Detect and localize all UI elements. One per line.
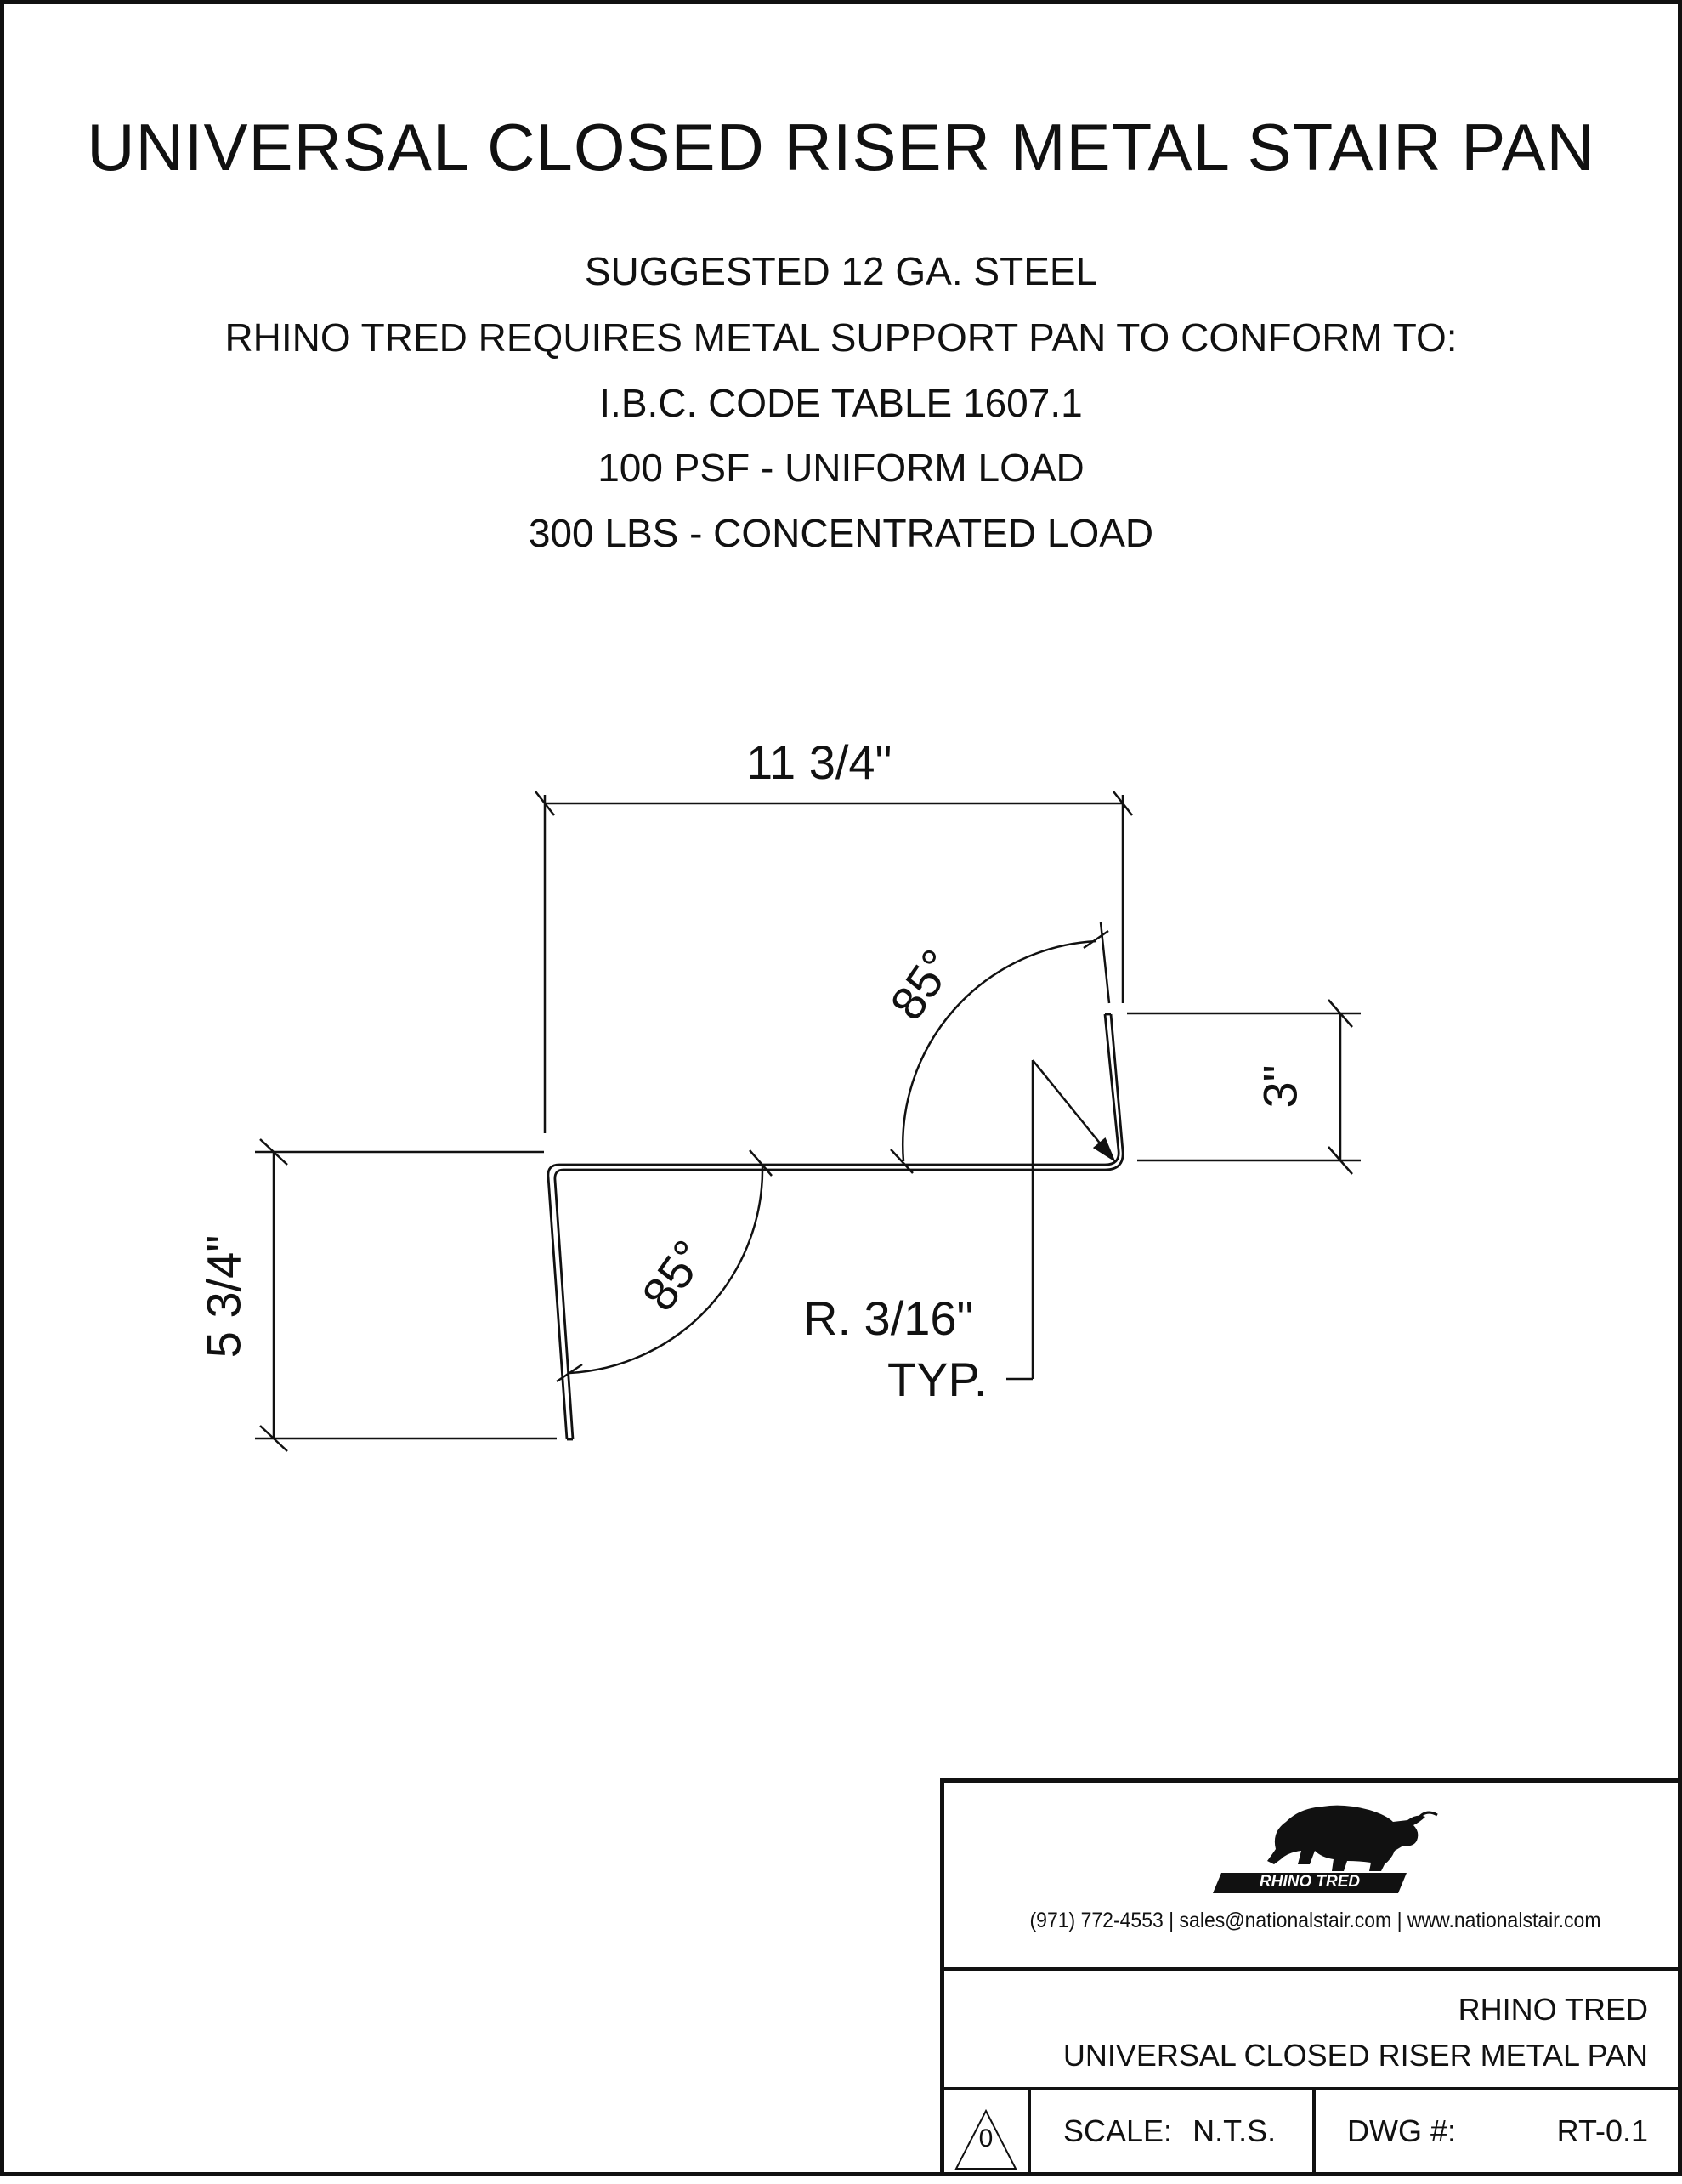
radius-label: R. 3/16" xyxy=(803,1291,974,1345)
dwg-number: RT-0.1 xyxy=(1556,2113,1648,2148)
scale-label: SCALE: xyxy=(1063,2113,1173,2148)
revision-number: 0 xyxy=(978,2124,994,2153)
riser-height-label: 5 3/4" xyxy=(196,1234,251,1359)
radius-typical-label: TYP. xyxy=(887,1353,988,1406)
scale-value: N.T.S. xyxy=(1192,2113,1277,2148)
spec-line-uniform-load: 100 PSF - UNIFORM LOAD xyxy=(597,445,1085,490)
company-name: RHINO TRED xyxy=(1458,1992,1648,2027)
tread-width-label: 11 3/4" xyxy=(746,735,892,789)
nosing-height-dimension xyxy=(1127,1000,1361,1174)
radius-leader xyxy=(1006,1060,1113,1379)
spec-line-code: I.B.C. CODE TABLE 1607.1 xyxy=(599,381,1083,425)
pan-profile xyxy=(548,1014,1123,1439)
title-block-vertical-divider-2 xyxy=(1312,2087,1316,2176)
spec-line-concentrated-load: 300 LBS - CONCENTRATED LOAD xyxy=(528,511,1154,555)
spec-line-requirement: RHINO TRED REQUIRES METAL SUPPORT PAN TO CONFORM TO: xyxy=(224,315,1458,360)
dwg-number-label: DWG #: xyxy=(1347,2113,1457,2148)
spec-line-gauge: SUGGESTED 12 GA. STEEL xyxy=(584,249,1098,293)
title-block xyxy=(940,1778,1682,2176)
drawing-name: UNIVERSAL CLOSED RISER METAL PAN xyxy=(1062,2038,1648,2073)
scale-field xyxy=(1063,2113,1276,2149)
logo-wordmark: RHINO TRED xyxy=(1259,1873,1361,1891)
riser-height-dimension xyxy=(255,1139,557,1451)
title-block-vertical-divider-1 xyxy=(1028,2087,1031,2176)
tread-width-dimension xyxy=(535,791,1132,1133)
upper-angle-label: 85° xyxy=(879,939,966,1030)
lower-angle-label: 85° xyxy=(631,1230,717,1320)
drawing-title: UNIVERSAL CLOSED RISER METAL STAIR PAN xyxy=(87,110,1595,184)
contact-info: (971) 772-4553 | sales@nationalstair.com | www.nationalstair.com xyxy=(1029,1909,1601,1932)
nosing-height-label: 3" xyxy=(1253,1064,1307,1109)
title-block-divider-1 xyxy=(944,1967,1682,1971)
